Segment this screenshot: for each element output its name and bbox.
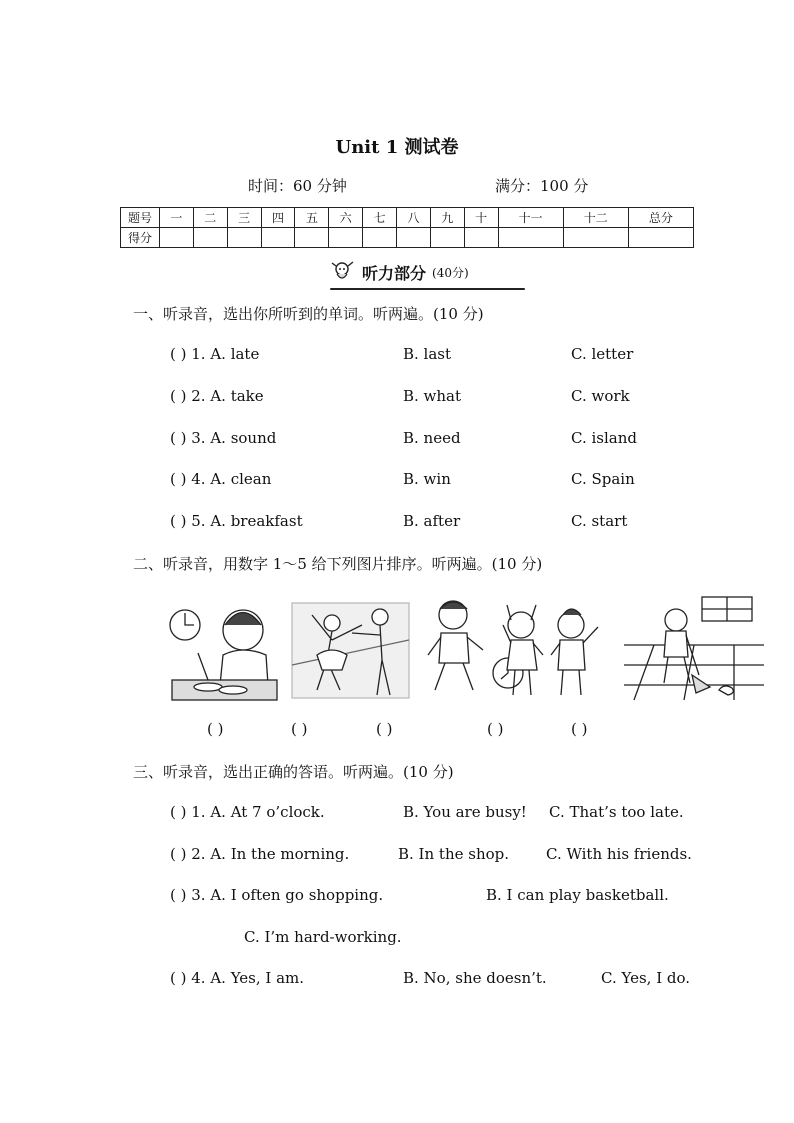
question-stem: ( ) 3. A. I often go shopping. [170,886,384,904]
question-stem: ( ) 3. A. sound [170,429,277,447]
score-table-cell: 九 [430,208,464,228]
option-c: C. start [571,512,628,530]
question-row [170,803,770,825]
question-row [170,969,770,991]
score-input-cell[interactable] [363,228,397,248]
question-row [170,886,770,908]
order-blank[interactable]: ( ) [376,720,393,738]
banner-points: (40分) [432,265,469,280]
score-table-cell: 二 [193,208,227,228]
option-c: C. work [571,387,630,405]
option-b: B. need [403,429,461,447]
score-input-cell[interactable] [227,228,261,248]
question-row [170,345,770,367]
score-table-header-row [121,208,694,228]
banner-underline [330,288,525,290]
option-c: C. That’s too late. [549,803,684,821]
score-table-score-row [121,228,694,248]
score-table-cell: 一 [160,208,194,228]
order-blank[interactable]: ( ) [487,720,504,738]
score-input-cell[interactable] [295,228,329,248]
score-input-cell[interactable] [193,228,227,248]
listening-mascot-icon [330,260,356,284]
option-b: B. I can play basketball. [486,886,669,904]
question-stem: ( ) 1. A. At 7 o’clock. [170,803,325,821]
order-blank[interactable]: ( ) [571,720,588,738]
score-table-cell: 题号 [121,208,160,228]
score-table-cell: 十二 [563,208,628,228]
score-table-cell: 十 [464,208,498,228]
question-stem: ( ) 5. A. breakfast [170,512,303,530]
question-stem: ( ) 4. A. clean [170,470,272,488]
option-b: B. win [403,470,451,488]
score-input-cell[interactable] [563,228,628,248]
section3-heading: 三、听录音，选出正确的答语。听两遍。(10 分) [133,763,454,781]
score-table [120,207,694,248]
question-row [170,928,770,950]
score-table-cell: 八 [397,208,431,228]
listening-banner [330,260,469,284]
walking-boy-picture [428,601,523,690]
dancing-picture [292,603,409,698]
question-stem: ( ) 2. A. take [170,387,264,405]
score-input-cell[interactable] [397,228,431,248]
page-title: Unit 1 测试卷 [335,137,459,158]
question-row [170,470,770,492]
score-table-cell: 四 [261,208,295,228]
option-b: B. In the shop. [398,845,510,863]
score-table-cell: 总分 [628,208,693,228]
question-stem: ( ) 4. A. Yes, I am. [170,969,305,987]
option-c: C. Yes, I do. [601,969,691,987]
banner-label: 听力部分 [362,263,427,283]
picture-strip [168,595,768,705]
option-c: C. Spain [571,470,635,488]
question-row [170,429,770,451]
score-input-cell[interactable] [464,228,498,248]
option-c: C. letter [571,345,634,363]
score-input-cell[interactable] [628,228,693,248]
score-input-cell[interactable] [160,228,194,248]
option-b: B. last [403,345,452,363]
option-b: B. after [403,512,461,530]
option-c: C. With his friends. [546,845,692,863]
order-blank[interactable]: ( ) [207,720,224,738]
order-blank[interactable]: ( ) [291,720,308,738]
score-input-cell[interactable] [261,228,295,248]
question-row [170,845,770,867]
score-table-cell: 七 [363,208,397,228]
score-table-cell: 五 [295,208,329,228]
score-row-label: 得分 [121,228,160,248]
question-row [170,387,770,409]
option-c: C. island [571,429,637,447]
question-stem: ( ) 2. A. In the morning. [170,845,350,863]
score-input-cell[interactable] [498,228,563,248]
sweeping-picture [624,597,764,700]
score-table-cell: 六 [329,208,363,228]
option-c: C. I’m hard-working. [244,928,402,946]
section2-heading: 二、听录音，用数字 1～5 给下列图片排序。听两遍。(10 分) [133,555,543,573]
section1-heading: 一、听录音，选出你所听到的单词。听两遍。(10 分) [133,305,484,323]
score-input-cell[interactable] [329,228,363,248]
option-b: B. You are busy! [403,803,527,821]
score-input-cell[interactable] [430,228,464,248]
eating-breakfast-picture [170,610,277,700]
question-row [170,512,770,534]
question-stem: ( ) 1. A. late [170,345,260,363]
option-b: B. No, she doesn’t. [403,969,547,987]
time-info: 时间：60 分钟 [248,177,347,195]
score-table-cell: 三 [227,208,261,228]
score-table-cell: 十一 [498,208,563,228]
full-score-info: 满分：100 分 [495,177,589,195]
option-b: B. what [403,387,462,405]
